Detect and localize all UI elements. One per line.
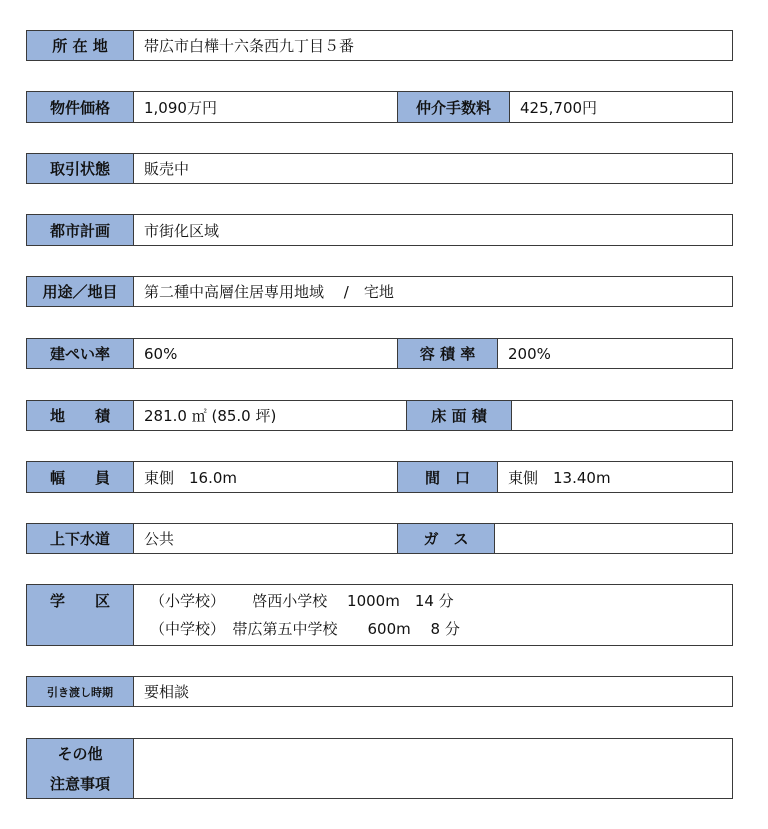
notes-value bbox=[134, 739, 732, 798]
coverage-label: 建ぺい率 bbox=[27, 339, 134, 368]
far-label: 容 積 率 bbox=[397, 339, 498, 368]
address-label: 所 在 地 bbox=[27, 31, 134, 60]
far-value: 200% bbox=[508, 344, 551, 363]
handover-label: 引き渡し時期 bbox=[27, 677, 134, 706]
notes-label-line2: 注意事項 bbox=[49, 774, 110, 793]
fee-label: 仲介手数料 bbox=[397, 92, 510, 122]
zoning-value: 第二種中高層住居専用地域 / 宅地 bbox=[144, 283, 394, 301]
zoning-label: 用途／地目 bbox=[27, 277, 134, 306]
frontage-value: 東側 13.40m bbox=[508, 468, 611, 487]
price-label: 物件価格 bbox=[27, 92, 134, 122]
school-district-value bbox=[134, 585, 460, 645]
school-district-label: 学 区 bbox=[27, 585, 134, 645]
water-sewer-label: 上下水道 bbox=[27, 524, 134, 553]
road-row bbox=[26, 461, 733, 493]
status-value: 販売中 bbox=[144, 160, 190, 178]
handover-row bbox=[26, 676, 733, 707]
elementary-school-line: （小学校） 啓西小学校 1000m 14 分 bbox=[150, 592, 454, 610]
price-row bbox=[26, 91, 733, 123]
zoning-row bbox=[26, 276, 733, 307]
area-row bbox=[26, 400, 733, 431]
price-value: 1,090万円 bbox=[144, 98, 217, 117]
handover-value: 要相談 bbox=[144, 683, 190, 701]
city-plan-label: 都市計画 bbox=[27, 215, 134, 245]
fee-value: 425,700円 bbox=[520, 98, 598, 117]
area-label: 地 積 bbox=[27, 401, 134, 430]
frontage-label: 間 口 bbox=[397, 462, 498, 492]
floor-area-value bbox=[512, 401, 732, 430]
floor-area-label: 床 面 積 bbox=[406, 401, 512, 430]
status-row bbox=[26, 153, 733, 184]
address-row bbox=[26, 30, 733, 61]
notes-label bbox=[27, 739, 134, 798]
area-value: 281.0 ㎡ (85.0 坪) bbox=[144, 407, 277, 425]
city-plan-row bbox=[26, 214, 733, 246]
gas-label: ガ ス bbox=[397, 524, 495, 553]
road-width-label: 幅 員 bbox=[27, 462, 134, 492]
school-row bbox=[26, 584, 733, 646]
coverage-row bbox=[26, 338, 733, 369]
notes-label-line1: その他 bbox=[57, 744, 103, 763]
water-sewer-value: 公共 bbox=[144, 530, 175, 548]
road-width-value: 東側 16.0m bbox=[144, 468, 238, 487]
coverage-value: 60% bbox=[144, 344, 178, 363]
address-value: 帯広市白樺十六条西九丁目５番 bbox=[144, 37, 355, 55]
status-label: 取引状態 bbox=[27, 154, 134, 183]
junior-high-school-line: （中学校） 帯広第五中学校 600m 8 分 bbox=[150, 620, 460, 638]
notes-row bbox=[26, 738, 733, 799]
utilities-row bbox=[26, 523, 733, 554]
gas-value bbox=[495, 524, 732, 553]
city-plan-value: 市街化区域 bbox=[144, 221, 220, 240]
